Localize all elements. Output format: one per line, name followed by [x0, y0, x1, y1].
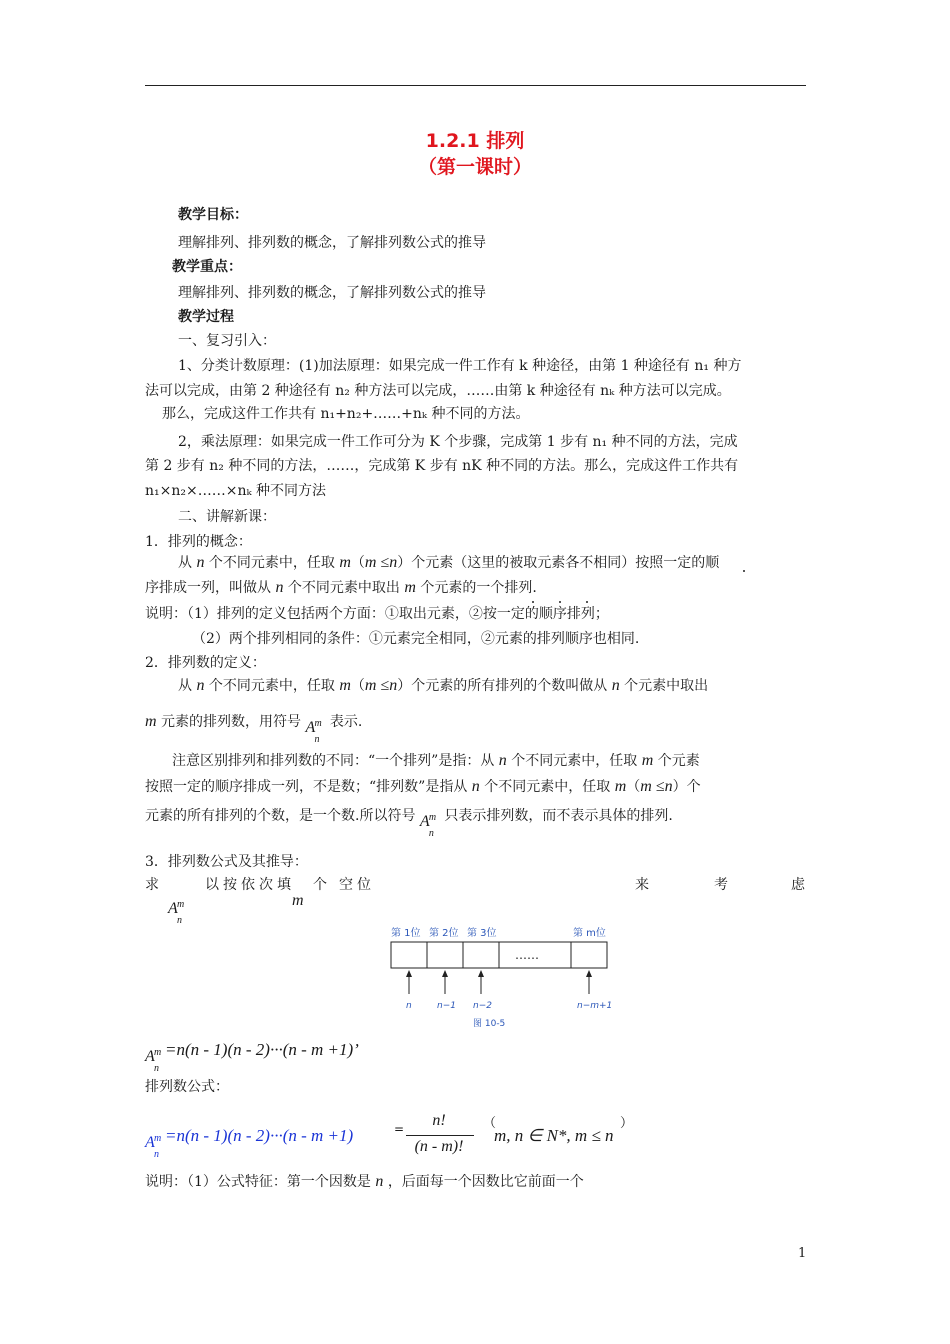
note-line1: 说明：（1）排列的定义包括两个方面：①取出元素，②按一定的顺序排列；: [145, 606, 609, 622]
goals-text: 理解排列、排列数的概念，了解排列数公式的推导: [178, 235, 486, 251]
symbol-sub: n: [154, 1063, 159, 1074]
doc-subtitle: （第一课时）: [417, 156, 532, 178]
symbol-A-n-m: [145, 1133, 165, 1160]
text-run: 个元素: [657, 753, 700, 769]
text-run: 元素的排列数，用符号: [161, 714, 302, 730]
section3-word-4: 空位: [339, 877, 375, 893]
math-condition: [640, 778, 672, 795]
math-le: ≤: [655, 778, 665, 795]
math-m: m: [364, 677, 377, 694]
page-number: 1: [798, 1246, 807, 1261]
keypoints-heading: 教学重点：: [172, 259, 242, 275]
arrow-label-m: n−m+1: [577, 1001, 613, 1011]
keypoints-text: 理解排列、排列数的概念，了解排列数公式的推导: [178, 285, 486, 301]
process-heading: 教学过程: [178, 309, 234, 325]
section1-line1: 从 n 个不同元素中，任取 m（m ≤n）个元素（这里的被取元素各不相同）按照一定的顺: [178, 554, 720, 571]
math-m: m: [640, 778, 652, 795]
slot-ellipsis: ……: [515, 948, 539, 962]
symbol-sub: n: [154, 1149, 159, 1160]
formula-2: [145, 1126, 354, 1160]
symbol-A-n-m: [419, 812, 440, 839]
math-condition: [365, 554, 397, 571]
text-run: 个元素的所有排列的个数叫做从: [411, 678, 608, 694]
emphasis-dot: [559, 601, 561, 603]
formula-1-text: =n(n - 1)(n - 2)···(n - m +1)’: [165, 1040, 359, 1059]
formula-1: [145, 1040, 359, 1074]
review-p2-line1: 2，乘法原理：如果完成一件工作可分为 K 个步骤，完成第 1 步有 n₁ 种不同的方法，完成: [178, 434, 738, 450]
math-n: n: [196, 554, 205, 571]
arrow-head: [442, 970, 448, 977]
equals-sign: =: [394, 1122, 405, 1136]
text-run: 个不同元素中，任取: [208, 678, 335, 694]
section3-symbol: [168, 893, 188, 926]
review-p1-line2: 法可以完成，由第 2 种途径有 n₂ 种方法可以完成，……由第 k 种途径有 nₖ 种方法可以完成。: [145, 383, 731, 399]
formula-label: 排列数公式：: [145, 1079, 229, 1095]
slot-label-2: 第 2位: [429, 928, 459, 939]
review-p1-line1: 1、分类计数原理：(1)加法原理：如果完成一件工作有 k 种途径，由第 1 种途径有 n₁ 种方: [178, 358, 742, 374]
math-n: n: [498, 752, 507, 769]
text-run: 个不同元素中，任取: [511, 753, 638, 769]
fraction-bar: [406, 1135, 474, 1136]
math-condition: [365, 677, 397, 694]
text-run: 个元素中取出: [624, 678, 709, 694]
text-run: 注意区别排列和排列数的不同：“一个排列”是指：从: [172, 753, 495, 769]
math-m: m: [404, 579, 416, 596]
math-le: ≤: [380, 554, 390, 571]
text-run: 个不同元素中，任取: [484, 779, 611, 795]
symbol-sup: m: [154, 1133, 162, 1144]
text-run: 个: [686, 779, 701, 795]
review-p2-line2: 第 2 步有 n₂ 种不同的方法，……，完成第 K 步有 nK 种不同的方法。那么，完成这件工作共有: [145, 458, 739, 474]
math-m: m: [614, 778, 627, 795]
slot-label-3: 第 3位: [467, 928, 497, 939]
section2-line1: 从 n 个不同元素中，任取 m（m ≤n）个元素的所有排列的个数叫做从 n 个元素中取出: [178, 677, 709, 694]
text-run: 个元素的一个排列.: [420, 580, 537, 596]
symbol-sup: m: [154, 1047, 162, 1058]
text-run: 个不同元素中，任取: [208, 555, 335, 571]
section3-word-6: 考: [714, 877, 728, 893]
math-n: n: [389, 677, 398, 694]
section3-heading: 3．排列数公式及其推导：: [145, 854, 308, 870]
text-run: 说明：（1）公式特征：第一个因数是: [145, 1174, 371, 1190]
text-run: 按照一定的顺序排成一列，不是数；“排列数”是指从: [145, 779, 468, 795]
symbol-sub: n: [428, 828, 434, 839]
section2-line2: [145, 712, 363, 745]
symbol-sup: m: [314, 718, 322, 729]
last-line: [145, 1172, 584, 1192]
text-run: 从: [178, 678, 192, 694]
slot-label-m: 第 m位: [573, 928, 606, 939]
formula-2-text: =n(n - 1)(n - 2)···(n - m +1): [165, 1126, 354, 1145]
slot-label-1: 第 1位: [391, 928, 421, 939]
math-m: m: [364, 554, 377, 571]
arrow-label-2: n−1: [437, 1001, 456, 1011]
symbol-A-n-m: [305, 718, 325, 745]
text-run: ，后面每一个因数比它前面一个: [387, 1174, 584, 1190]
emphasis-dot: [532, 601, 534, 603]
symbol-sub: n: [314, 734, 320, 745]
section3-word-5: 来: [635, 877, 649, 893]
slot-diagram: [385, 922, 625, 1032]
text-run: 表示.: [329, 714, 363, 730]
symbol-A: A: [168, 900, 178, 917]
math-m: m: [145, 713, 157, 730]
section3-word-7: 虑: [791, 877, 805, 893]
symbol-A: A: [145, 1134, 155, 1151]
note-line2: （2）两个排列相同的条件：①元素完全相同，②元素的排列顺序也相同.: [192, 631, 640, 647]
symbol-A-n-m: [145, 1047, 165, 1074]
section3-word-1: 求: [145, 877, 159, 893]
fraction-denominator: (n - m)!: [414, 1138, 464, 1155]
attention-line3: [145, 806, 673, 839]
formula-condition: m, n ∈ N*, m ≤ n: [494, 1126, 614, 1145]
text-run: 序排成一列，叫做从: [145, 580, 271, 596]
section3-word-3: 个: [313, 877, 327, 893]
text-run: 个不同元素中取出: [287, 580, 400, 596]
math-m: m: [641, 752, 654, 769]
emphasis-dot: [743, 570, 745, 572]
arrow-head: [478, 970, 484, 977]
section2-heading: 2．排列数的定义：: [145, 655, 266, 671]
text-run: 元素的所有排列的个数，是一个数.所以符号: [145, 808, 416, 824]
math-m: m: [339, 554, 351, 571]
symbol-A-n-m: [168, 899, 188, 926]
review-p1-line3: 那么，完成这件工作共有 n₁+n₂+……+nₖ 种不同的方法。: [162, 406, 530, 422]
math-le: ≤: [380, 677, 390, 694]
math-m: m: [339, 677, 351, 694]
math-n: n: [611, 677, 620, 694]
figure-caption: 图 10-5: [473, 1019, 506, 1029]
attention-line2: 按照一定的顺序排成一列，不是数；“排列数”是指从 n 个不同元素中，任取 m（m ≤n）个: [145, 778, 701, 795]
math-n: n: [664, 778, 673, 795]
text-run: 只表示排列数，而不表示具体的排列.: [444, 808, 673, 824]
symbol-A: A: [145, 1048, 155, 1065]
review-p2-line3: n₁×n₂×……×nₖ 种不同方法: [145, 483, 327, 499]
section3-word-2: 以按依次填: [205, 877, 295, 893]
text-run: 从: [178, 555, 192, 571]
section1-heading: 1．排列的概念：: [145, 534, 252, 550]
arrow-head: [586, 970, 592, 977]
symbol-sub: n: [177, 915, 182, 926]
symbol-sup: m: [177, 899, 185, 910]
symbol-sup: m: [428, 812, 437, 823]
math-n: n: [275, 579, 284, 596]
review-heading: 一、复习引入：: [178, 333, 276, 349]
emphasis-dot: [586, 601, 588, 603]
math-n: n: [389, 554, 398, 571]
section3-m: [292, 891, 304, 911]
arrow-label-1: n: [406, 1001, 412, 1011]
symbol-A: A: [305, 719, 316, 736]
math-n: n: [375, 1173, 384, 1190]
attention-line1: [172, 751, 700, 771]
math-n: n: [471, 778, 480, 795]
symbol-A: A: [419, 813, 430, 830]
newlesson-heading: 二、讲解新课：: [178, 509, 276, 525]
text-run: 个元素（这里的被取元素各不相同）按照一定的顺: [411, 555, 720, 571]
goals-heading: 教学目标：: [178, 207, 248, 223]
math-m: m: [292, 892, 304, 909]
fraction-numerator: n!: [432, 1112, 446, 1129]
condition-open-paren: （: [483, 1116, 497, 1131]
condition-close-paren: ）: [620, 1116, 634, 1131]
doc-title: 1.2.1 排列: [425, 130, 525, 152]
arrow-label-3: n−2: [473, 1001, 492, 1011]
arrow-head: [406, 970, 412, 977]
header-rule: [145, 85, 806, 86]
section1-line2: [145, 578, 537, 598]
math-n: n: [196, 677, 205, 694]
